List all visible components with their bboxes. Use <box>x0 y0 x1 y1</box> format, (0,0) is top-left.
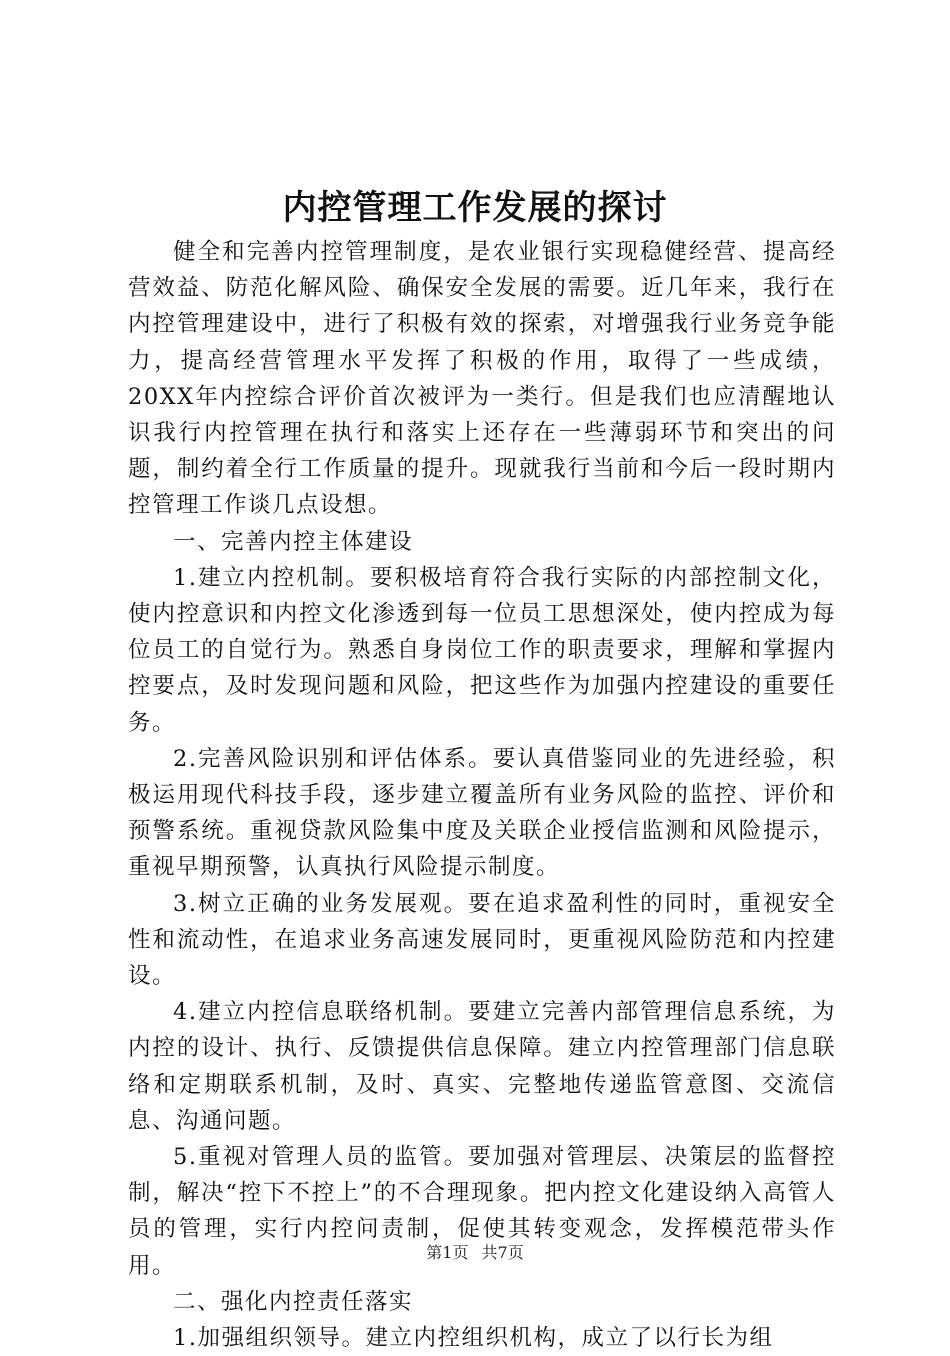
page-total: 共7页 <box>481 1243 524 1262</box>
body-paragraph: 2.完善风险识别和评估体系。要认真借鉴同业的先进经验，积极运用现代科技手段，逐步建立覆盖所有业务风险的监控、评价和预警系统。重视贷款风险集中度及关联企业授信监测和风险提示，重视早期预警，认真执行风险提示制度。 <box>128 745 836 881</box>
body-paragraph: 1.建立内控机制。要积极培育符合我行实际的内部控制文化，使内控意识和内控文化渗透到每一位员工思想深处，使内控成为每位员工的自觉行为。熟悉自身岗位工作的职责要求，理解和掌握内控要点，及时发现问题和风险，把这些作为加强内控建设的重要任务。 <box>128 564 836 736</box>
section-heading-1: 一、完善内控主体建设 <box>173 528 414 555</box>
body-paragraph: 1.加强组织领导。建立内控组织机构，成立了以行长为组 <box>173 1325 774 1352</box>
body-paragraph: 5.重视对管理人员的监管。要加强对管理层、决策层的监督控制，解决“控下不控上”的不合理现象。把内控文化建设纳入高管人员的管理，实行内控问责制，促使其转变观念，发挥模范带头作用。 <box>128 1144 836 1279</box>
body-paragraph: 4.建立内控信息联络机制。要建立完善内部管理信息系统，为内控的设计、执行、反馈提供信息保障。建立内控管理部门信息联络和定期联系机制，及时、真实、完整地传递监管意图、交流信息、沟通问题。 <box>128 999 836 1134</box>
intro-paragraph: 健全和完善内控管理制度，是农业银行实现稳健经营、提高经营效益、防范化解风险、确保安全发展的需要。近几年来，我行在内控管理建设中，进行了积极有效的探索，对增强我行业务竞争能力，提高经营管理水平发挥了积极的作用，取得了一些成绩，20XX年内控综合评价首次被评为一类行。但是我们也应清醒地认识我行内控管理在执行和落实上还存在一些薄弱环节和突出的问题，制约着全行工作质量的提升。现就我行当前和今后一段时期内控管理工作谈几点设想。 <box>128 239 836 519</box>
page-footer <box>0 1241 950 1265</box>
document-title: 内控管理工作发展的探讨 <box>282 188 668 228</box>
body-paragraph: 3.树立正确的业务发展观。要在追求盈利性的同时，重视安全性和流动性，在追求业务高速发展同时，更重视风险防范和内控建设。 <box>128 890 836 990</box>
section-heading-2: 二、强化内控责任落实 <box>173 1288 414 1315</box>
document-body <box>128 234 836 1356</box>
page-number: 第1页 <box>426 1243 469 1262</box>
